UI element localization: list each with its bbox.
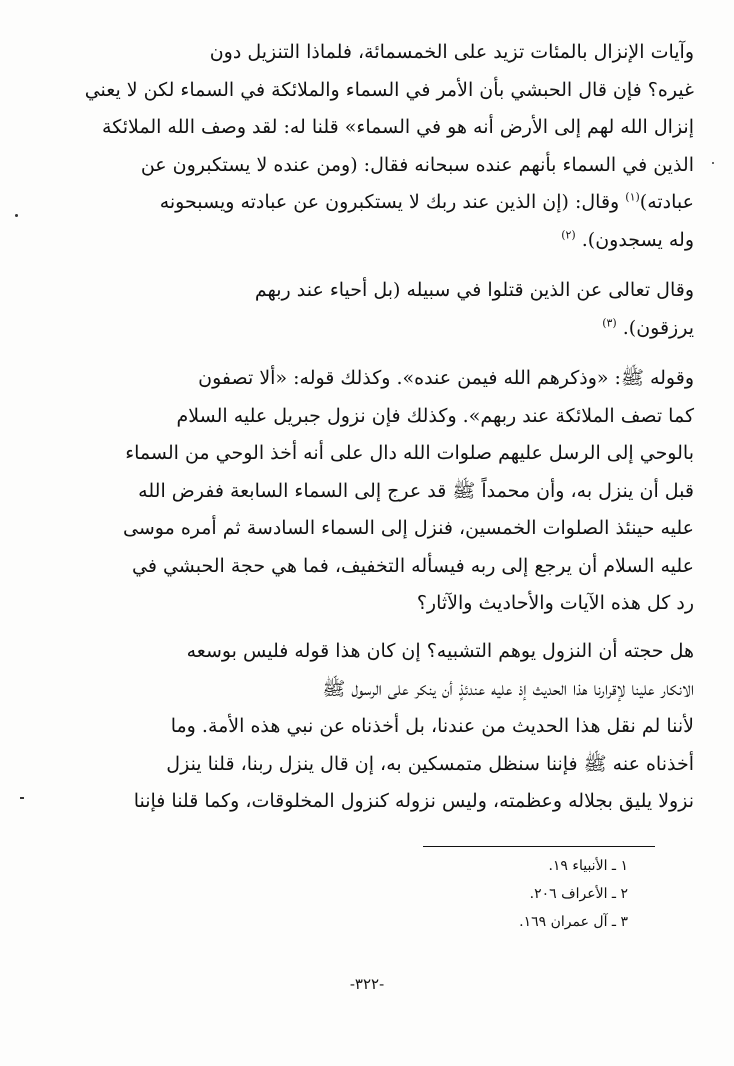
line: أخذناه عنه ﷺ فإننا سنظل متمسكين به، إن قال ينزل ربنا، قلنا ينزل (166, 752, 694, 775)
line: وآيات الإنزال بالمئات تزيد على الخمسمائة، فلماذا التنزيل دون (209, 41, 694, 63)
page-number: -٣٢٢- (349, 975, 385, 993)
paragraph-3 (80, 360, 694, 623)
line: رد كل هذه الآيات والأحاديث والآثار؟ (416, 592, 694, 614)
line: كما تصف الملائكة عند ربهم». وكذلك فإن نزول جبريل عليه السلام (176, 404, 694, 427)
scan-speck (20, 797, 24, 799)
footnotes (388, 852, 628, 936)
footnote-divider (423, 846, 655, 847)
line: عبادته) (639, 191, 694, 213)
line: نزولا يليق بجلاله وعظمته، وليس نزوله كنزول المخلوقات، وكما قلنا فإننا (133, 790, 694, 812)
line: هل حجته أن النزول يوهم التشبيه؟ إن كان هذا قوله فليس بوسعه (186, 640, 694, 662)
line: يرزقون). (622, 316, 694, 339)
footnote-2: ٢ ـ الأعراف ٢٠٦. (529, 886, 628, 902)
footnote-3: ٣ ـ آل عمران ١٦٩. (519, 914, 628, 930)
footnote-1: ١ ـ الأنبياء ١٩. (548, 858, 628, 874)
line: وله يسجدون). (581, 228, 694, 251)
line: وقوله ﷺ: «وذكرهم الله فيمن عنده». وكذلك قوله: «ألا تصفون (198, 367, 694, 389)
scan-speck (712, 162, 714, 164)
line: إنزال الله لهم إلى الأرض أنه هو في السماء» قلنا له: لقد وصف الله الملائكة (102, 116, 694, 138)
paragraph-2 (80, 272, 694, 347)
paragraph-1 (80, 34, 694, 259)
line: بالوحي إلى الرسل عليهم صلوات الله دال على أنه أخذ الوحي من السماء (125, 442, 694, 464)
line: وقال: (إن الذين عند ربك لا يستكبرون عن عبادته ويسبحونه (159, 191, 620, 213)
line: الانكار علينا لإقرارنا هذا الحديث إذ عليه عندئذٍ أن ينكر على الرسول ﷺ (322, 677, 694, 700)
line: عليه حينئذ الصلوات الخمسين، فنزل إلى السماء السادسة ثم أمره موسى (123, 517, 694, 539)
scan-speck (15, 214, 18, 217)
line: لأننا لم نقل هذا الحديث من عندنا، بل أخذناه عن نبي هذه الأمة. وما (170, 715, 694, 737)
line: غيره؟ فإن قال الحبشي بأن الأمر في السماء والملائكة في السماء لكن لا يعني (84, 78, 694, 101)
footnote-marker: (٢) (561, 228, 576, 242)
footnote-marker: (٣) (602, 316, 617, 330)
line: وقال تعالى عن الذين قتلوا في سبيله (بل أحياء عند ربهم (254, 279, 694, 301)
footnote-marker: (١) (625, 190, 640, 204)
line: قبل أن ينزل به، وأن محمداً ﷺ قد عرج إلى السماء السابعة ففرض الله (138, 479, 694, 502)
paragraph-4 (80, 633, 694, 821)
line: عليه السلام أن يرجع إلى ربه فيسأله التخفيف، فما هي حجة الحبشي في (132, 554, 694, 577)
line: الذين في السماء بأنهم عنده سبحانه فقال: (ومن عنده لا يستكبرون عن (140, 153, 694, 176)
